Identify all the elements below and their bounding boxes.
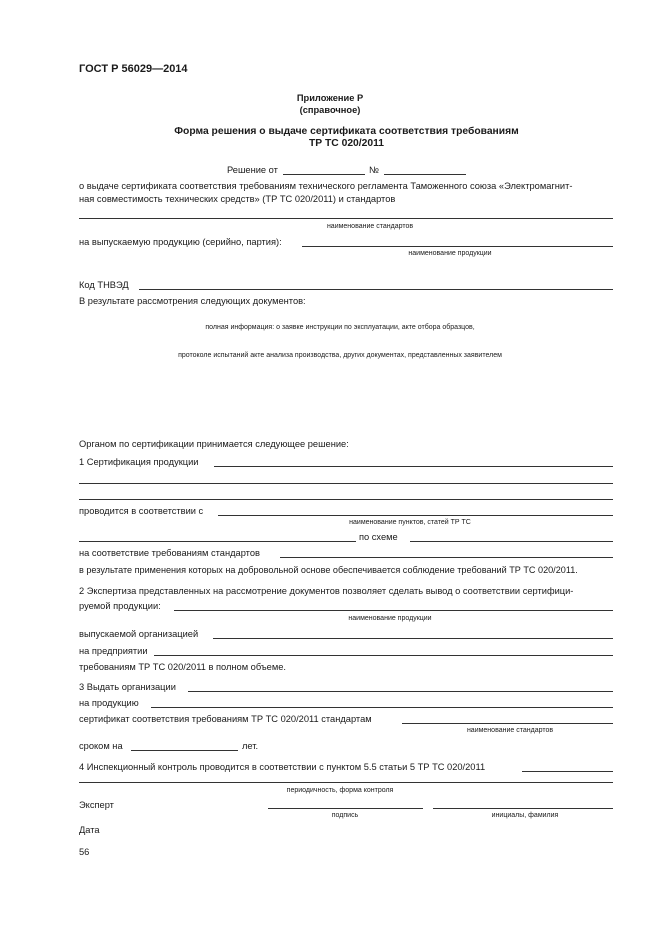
- date-label: Дата: [79, 825, 100, 835]
- docs-caption-1: полная информация: о заявке инструкции по эксплуатации, акте отбора образцов,: [205, 324, 475, 331]
- document-code: ГОСТ Р 56029—2014: [79, 63, 188, 75]
- item1-field[interactable]: [214, 466, 613, 467]
- decision-number-label: №: [369, 165, 379, 175]
- clauses-caption: наименование пунктов, статей ТР ТС: [349, 519, 471, 526]
- intro-line1: о выдаче сертификата соответствия требованиям технического регламента Таможенного союза «Электромагнит-: [79, 181, 573, 191]
- item4-label: 4 Инспекционный контроль проводится в соответствии с пунктом 5.5 статьи 5 ТР ТС 020/2011: [79, 762, 486, 772]
- clauses-field-2[interactable]: [79, 541, 356, 542]
- product-caption-2: наименование продукции: [348, 615, 432, 622]
- intro-line2: ная совместимость технических средств» (ТР ТС 020/2011) и стандартов: [79, 194, 396, 204]
- conformity-label: на соответствие требованиям стандартов: [79, 548, 260, 558]
- conformity-field[interactable]: [280, 557, 613, 558]
- certificate-field[interactable]: [402, 723, 613, 724]
- item2-product-field[interactable]: [174, 610, 613, 611]
- at-enterprise-field[interactable]: [154, 655, 613, 656]
- docs-caption-2: протоколе испытаний акте анализа производства, других документах, представленных заявителем: [178, 352, 502, 359]
- item4-field-2[interactable]: [79, 782, 613, 783]
- expert-label: Эксперт: [79, 800, 114, 810]
- clauses-field[interactable]: [218, 515, 613, 516]
- conducted-label: проводится в соответствии с: [79, 506, 204, 516]
- item3-field[interactable]: [188, 691, 613, 692]
- at-enterprise-label: на предприятии: [79, 646, 148, 656]
- signature-caption: подпись: [331, 812, 359, 819]
- page-number: 56: [79, 847, 90, 857]
- term-field[interactable]: [131, 750, 238, 751]
- form-title-line2: ТР ТС 020/2011: [309, 138, 384, 149]
- manufactured-by-field[interactable]: [213, 638, 613, 639]
- appendix-title: Приложение Р: [296, 93, 364, 103]
- tnved-field[interactable]: [139, 289, 613, 290]
- form-title-line1: Форма решения о выдаче сертификата соответствия требованиям: [174, 126, 519, 137]
- item2-line1: 2 Экспертиза представленных на рассмотрение документов позволяет сделать вывод о соответствии сертифици-: [79, 586, 574, 596]
- tnved-label: Код ТНВЭД: [79, 280, 129, 290]
- signature-field[interactable]: [268, 808, 423, 809]
- item1-field-3[interactable]: [79, 499, 613, 500]
- item4-field[interactable]: [522, 771, 613, 772]
- product-caption: наименование продукции: [408, 250, 492, 257]
- released-product-field[interactable]: [302, 246, 613, 247]
- for-product-field[interactable]: [151, 707, 613, 708]
- term-prefix: сроком на: [79, 741, 123, 751]
- standards-caption-2: наименование стандартов: [466, 727, 554, 734]
- item3-label: 3 Выдать организации: [79, 682, 176, 692]
- item1-label: 1 Сертификация продукции: [79, 457, 199, 467]
- decision-date-field[interactable]: [283, 174, 365, 175]
- manufactured-by-label: выпускаемой организацией: [79, 629, 199, 639]
- voluntary-text: в результате применения которых на добровольной основе обеспечивается соблюдение требований ТР ТС 020/2011.: [79, 565, 578, 575]
- initials-caption: инициалы, фамилия: [491, 812, 559, 819]
- initials-field[interactable]: [433, 808, 613, 809]
- certificate-label: сертификат соответствия требованиям ТР ТС 020/2011 стандартам: [79, 714, 372, 724]
- appendix-subtitle: (справочное): [299, 105, 361, 115]
- item2-line2: руемой продукции:: [79, 601, 161, 611]
- periodicity-caption: периодичность, форма контроля: [286, 787, 394, 794]
- standards-caption: наименование стандартов: [326, 223, 414, 230]
- decision-intro: Органом по сертификации принимается следующее решение:: [79, 439, 349, 449]
- item1-field-2[interactable]: [79, 483, 613, 484]
- term-suffix: лет.: [242, 741, 259, 751]
- review-label: В результате рассмотрения следующих документов:: [79, 296, 306, 306]
- scheme-field[interactable]: [410, 541, 613, 542]
- standards-field[interactable]: [79, 218, 613, 219]
- released-product-label: на выпускаемую продукцию (серийно, партия):: [79, 237, 282, 247]
- full-compliance-text: требованиям ТР ТС 020/2011 в полном объеме.: [79, 662, 286, 672]
- decision-number-field[interactable]: [384, 174, 466, 175]
- for-product-label: на продукцию: [79, 698, 139, 708]
- decision-from-label: Решение от: [227, 165, 278, 175]
- scheme-label: по схеме: [359, 532, 398, 542]
